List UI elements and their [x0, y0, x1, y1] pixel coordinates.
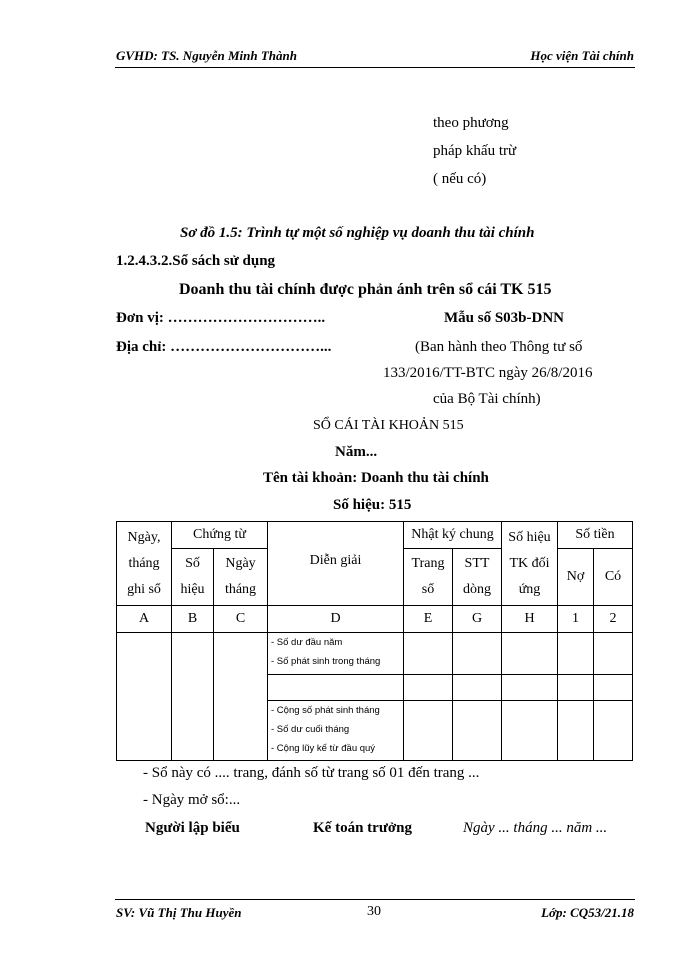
body-closing-rows: - Cộng số phát sinh tháng - Số dư cuối tháng - Cộng lũy kế từ đầu quý — [268, 701, 404, 761]
intro-line: Doanh thu tài chính được phản ánh trên sổ cái TK 515 — [179, 281, 552, 298]
ledger-title: SỔ CÁI TÀI KHOẢN 515 — [313, 418, 464, 433]
footer-class: Lớp: CQ53/21.18 — [541, 905, 634, 920]
ledger-table — [116, 521, 633, 761]
body-opening-rows: - Số dư đầu năm - Số phát sinh trong tháng — [268, 633, 404, 675]
signature-preparer: Người lập biểu — [145, 820, 240, 836]
issued-line-2: 133/2016/TT-BTC ngày 26/8/2016 — [383, 365, 593, 381]
footer-student: SV: Vũ Thị Thu Huyền — [116, 905, 242, 920]
code-cell: H — [502, 606, 558, 633]
account-name: Tên tài khoản: Doanh thu tài chính — [263, 470, 489, 486]
unit-label: Đơn vị: ………………………….. — [116, 310, 326, 326]
code-cell: G — [453, 606, 502, 633]
code-cell: B — [172, 606, 214, 633]
header-description: Diễn giải — [268, 522, 404, 606]
section-heading: 1.2.4.3.2.Sổ sách sử dụng — [116, 253, 276, 269]
body-cell — [453, 701, 502, 761]
body-cell — [558, 675, 594, 701]
address-label: Địa chỉ: …………………………... — [116, 339, 332, 355]
code-cell: E — [404, 606, 453, 633]
code-cell: C — [214, 606, 268, 633]
header-page: Trang sổ — [404, 549, 453, 606]
body-cell — [502, 633, 558, 675]
page-number: 30 — [367, 904, 381, 919]
body-voucher-date — [214, 633, 268, 761]
code-cell: D — [268, 606, 404, 633]
body-cell — [404, 701, 453, 761]
diagram-caption: Sơ đồ 1.5: Trình tự một số nghiệp vụ doanh thu tài chính — [180, 225, 535, 241]
footer-rule — [115, 899, 635, 900]
header-counter-account: Số hiệu TK đối ứng — [502, 522, 558, 606]
header-amount: Số tiền — [558, 522, 633, 549]
code-cell: 1 — [558, 606, 594, 633]
header-rule — [115, 67, 635, 68]
body-date — [117, 633, 172, 761]
note-open-date: - Ngày mở sổ:... — [143, 792, 241, 808]
header-voucher-date: Ngày tháng — [214, 549, 268, 606]
header-date: Ngày, tháng ghi sổ — [117, 522, 172, 606]
body-cell — [502, 701, 558, 761]
note-pages: - Sổ này có .... trang, đánh số từ trang số 01 đến trang ... — [143, 765, 480, 781]
body-cell — [453, 633, 502, 675]
body-cell — [404, 633, 453, 675]
body-cell — [558, 633, 594, 675]
signature-date-line: Ngày ... tháng ... năm ... — [463, 820, 608, 836]
header-institution: Học viện Tài chính — [530, 48, 634, 63]
diagram-text-1: theo phương — [433, 115, 509, 131]
header-debit: Nợ — [558, 549, 594, 606]
signature-chief-accountant: Kế toán trưởng — [313, 820, 412, 836]
header-voucher: Chứng từ — [172, 522, 268, 549]
issued-line-1: (Ban hành theo Thông tư số — [415, 339, 583, 355]
header-journal: Nhật ký chung — [404, 522, 502, 549]
header-voucher-no: Số hiệu — [172, 549, 214, 606]
code-cell: A — [117, 606, 172, 633]
diagram-text-3: ( nếu có) — [433, 171, 487, 187]
diagram-text-2: pháp khấu trừ — [433, 143, 517, 159]
header-credit: Có — [594, 549, 633, 606]
body-cell — [594, 633, 633, 675]
body-voucher-no — [172, 633, 214, 761]
body-cell — [594, 675, 633, 701]
body-cell — [502, 675, 558, 701]
body-entry-row — [268, 675, 404, 701]
account-number: Số hiệu: 515 — [333, 497, 412, 513]
header-line-no: STT dòng — [453, 549, 502, 606]
body-cell — [558, 701, 594, 761]
body-cell — [594, 701, 633, 761]
code-cell: 2 — [594, 606, 633, 633]
ledger-year: Năm... — [335, 444, 378, 460]
body-cell — [453, 675, 502, 701]
body-cell — [404, 675, 453, 701]
header-advisor: GVHD: TS. Nguyễn Minh Thành — [116, 48, 297, 63]
form-code: Mẫu số S03b-DNN — [444, 310, 565, 326]
issued-line-3: của Bộ Tài chính) — [433, 391, 541, 407]
